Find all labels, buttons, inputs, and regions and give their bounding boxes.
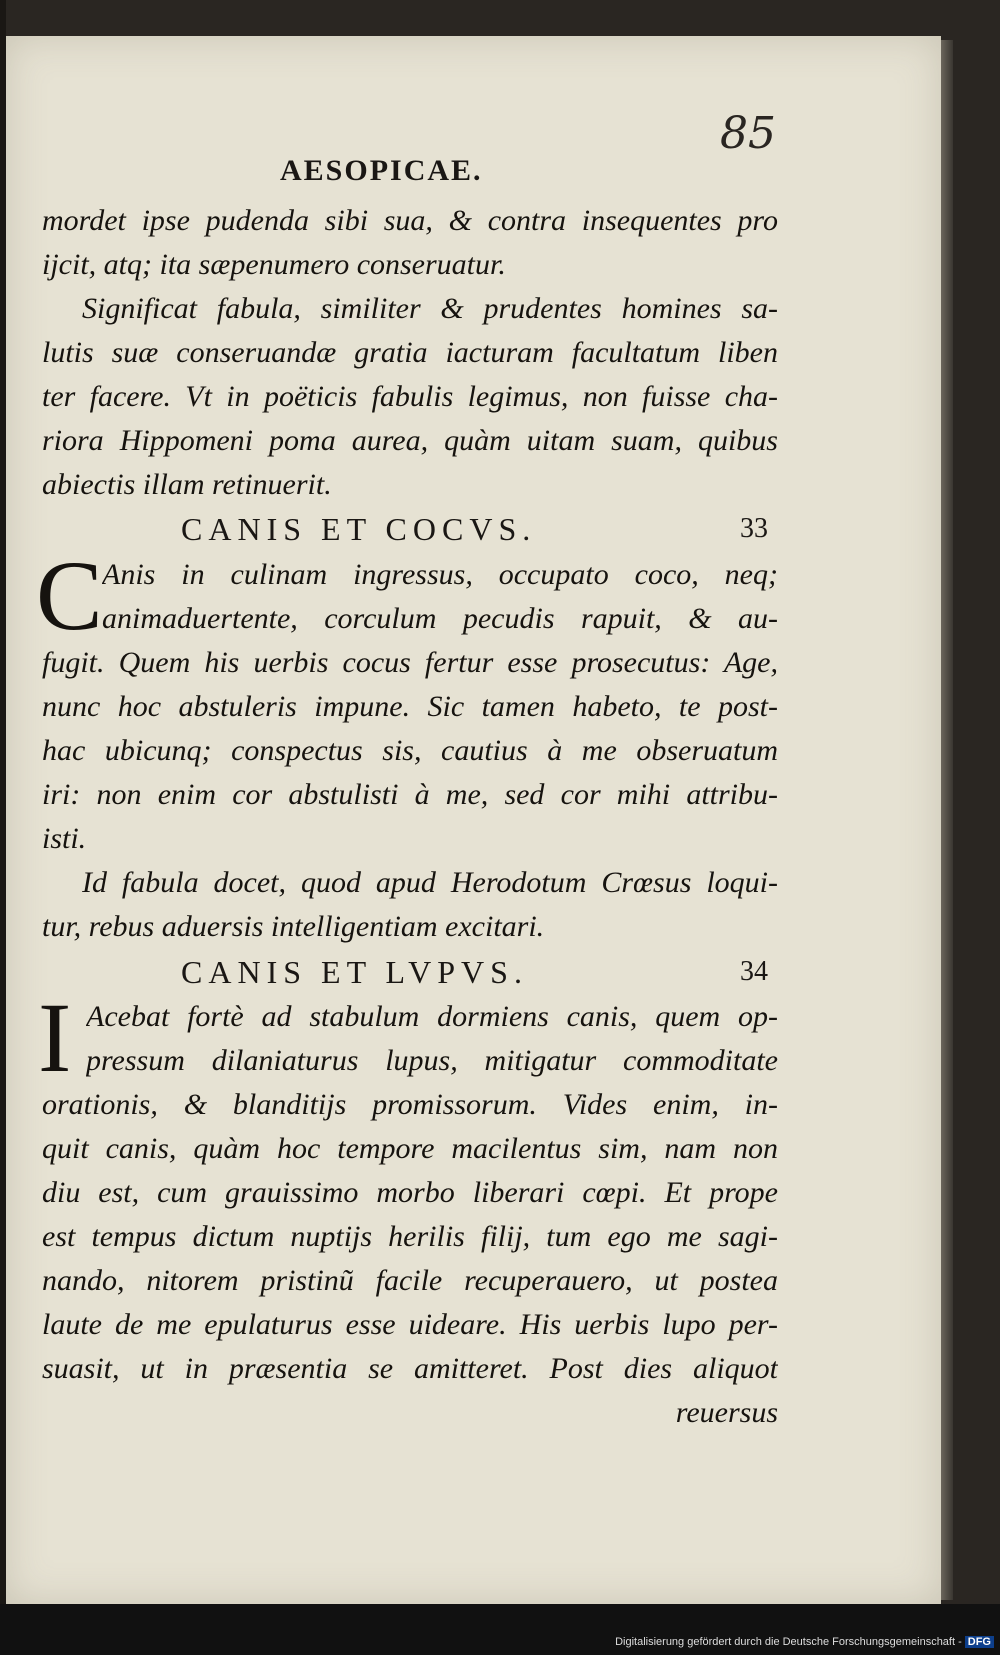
book-page — [6, 36, 941, 1604]
text-line: Acebat fortè ad stabulum dormiens canis, quem op- — [86, 1000, 778, 1033]
text-line: lutis suæ conseruandæ gratia iacturam facultatum liben — [42, 336, 778, 369]
text-line: hac ubicunq; conspectus sis, cautius à me obseruatum — [42, 734, 778, 767]
fable-title: CANIS ET COCVS. — [181, 511, 537, 547]
page-edge — [941, 40, 953, 1600]
text-line: fugit. Quem his uerbis cocus fertur esse prosecutus: Age, — [42, 646, 778, 679]
text-line: ijcit, atq; ita sæpenumero conseruatur. — [42, 248, 506, 281]
text-line: quit canis, quàm hoc tempore macilentus sim, nam non — [42, 1132, 778, 1165]
drop-capital: I — [38, 982, 72, 1093]
text-line: orationis, & blanditijs promissorum. Vides enim, in- — [42, 1088, 778, 1121]
text-line: abiectis illam retinuerit. — [42, 468, 332, 501]
text-line: ter facere. Vt in poëticis fabulis legimus, non fuisse cha- — [42, 380, 778, 413]
text-line: diu est, cum grauissimo morbo liberari cœpi. Et prope — [42, 1176, 778, 1209]
text-line: Id fabula docet, quod apud Herodotum Crœsus loqui- — [82, 866, 778, 899]
text-line: Anis in culinam ingressus, occupato coco, neq; — [102, 558, 778, 591]
fable-title: CANIS ET LVPVS. — [181, 954, 528, 990]
text-line: iri: non enim cor abstulisti à me, sed cor mihi attribu- — [42, 778, 778, 811]
credit-text: Digitalisierung gefördert durch die Deutsche Forschungsgemeinschaft - — [615, 1636, 962, 1648]
drop-capital: C — [36, 540, 103, 651]
folio-number: 85 — [720, 108, 776, 159]
text-line: mordet ipse pudenda sibi sua, & contra insequentes pro — [42, 204, 778, 237]
digitization-credit — [615, 1636, 994, 1648]
fable-number: 34 — [740, 956, 768, 987]
running-title: AESOPICAE. — [280, 154, 483, 187]
text-line: nando, nitorem pristinũ facile recuperauero, ut postea — [42, 1264, 778, 1297]
text-line: est tempus dictum nuptijs herilis filij, tum ego me sagi- — [42, 1220, 778, 1253]
text-line: suasit, ut in præsentia se amitteret. Post dies aliquot — [42, 1352, 778, 1385]
text-line: tur, rebus aduersis intelligentiam excitari. — [42, 910, 545, 943]
fable-number: 33 — [740, 513, 768, 544]
text-line: riora Hippomeni poma aurea, quàm uitam suam, quibus — [42, 424, 778, 457]
text-line: animaduertente, corculum pecudis rapuit, & au- — [102, 602, 778, 635]
text-line: isti. — [42, 822, 87, 855]
dfg-logo: DFG — [965, 1636, 994, 1648]
catchword: reuersus — [675, 1396, 778, 1429]
text-line: nunc hoc abstuleris impune. Sic tamen habeto, te post- — [42, 690, 778, 723]
text-line: Significat fabula, similiter & prudentes homines sa- — [82, 292, 778, 325]
text-line: pressum dilaniaturus lupus, mitigatur commoditate — [86, 1044, 778, 1077]
text-line: laute de me epulaturus esse uideare. His uerbis lupo per- — [42, 1308, 778, 1341]
